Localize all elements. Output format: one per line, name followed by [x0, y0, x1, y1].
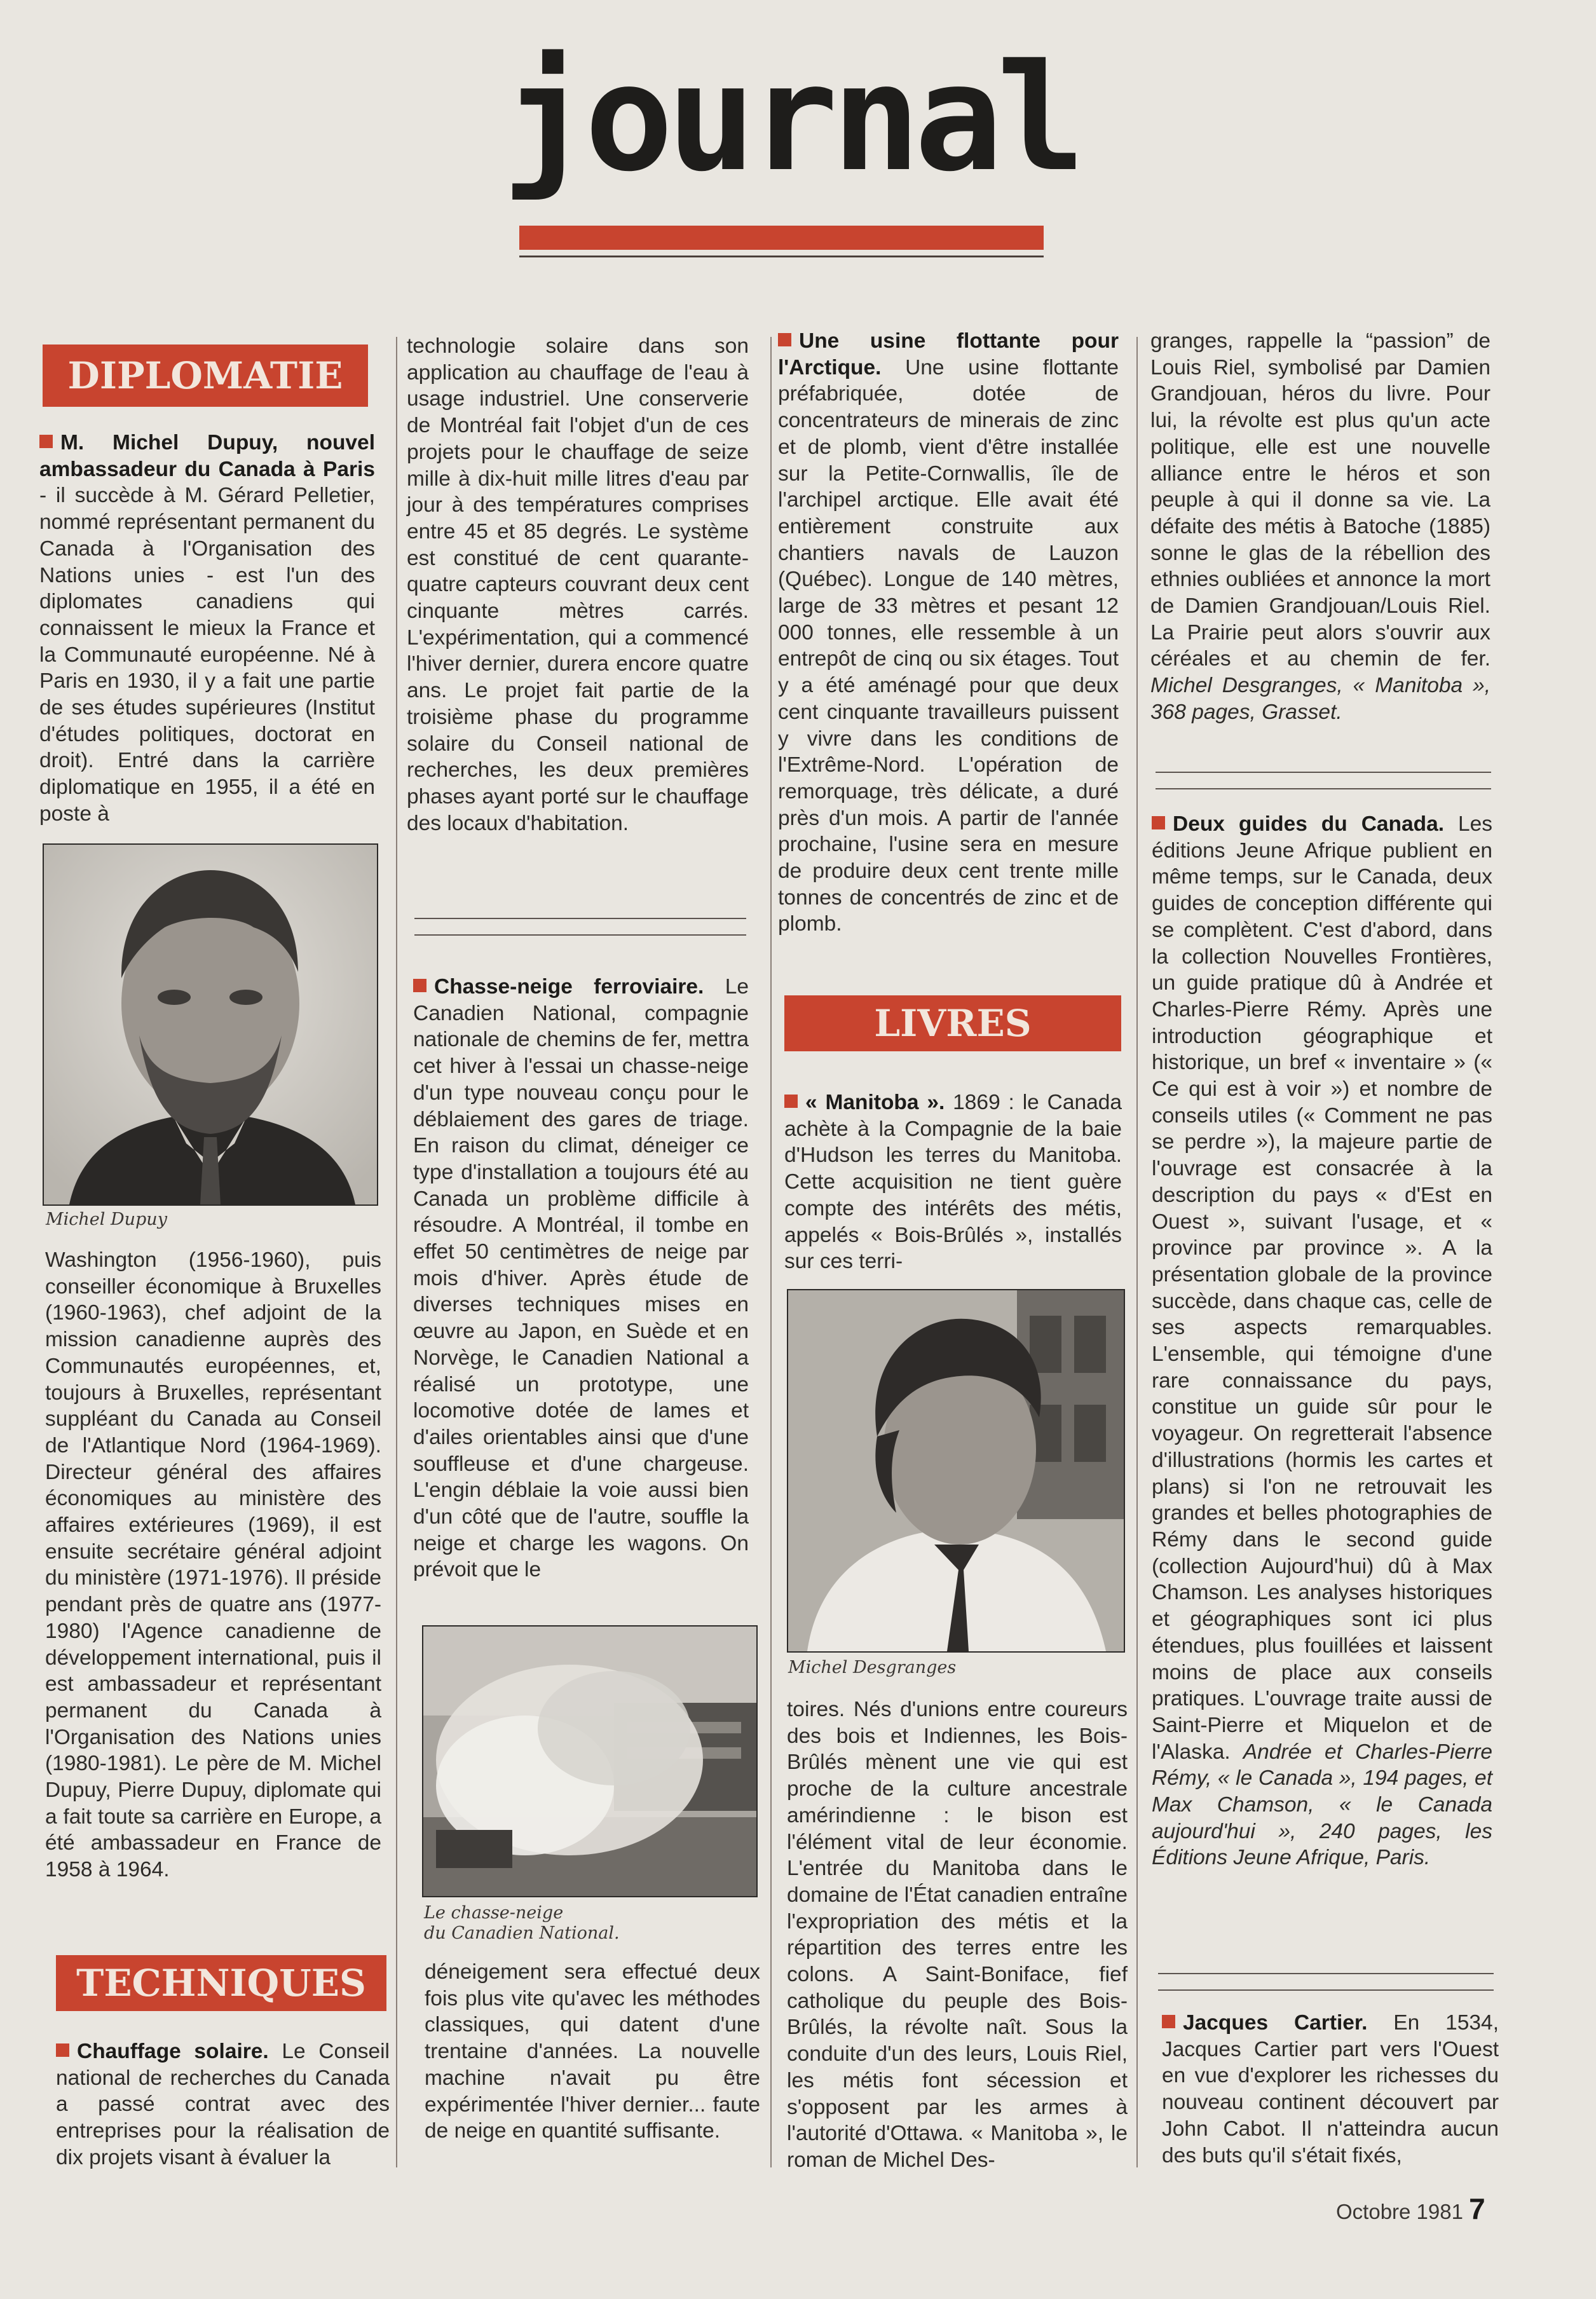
- photo-michel-dupuy: [43, 843, 378, 1206]
- article-manitoba-text-2: toires. Nés d'unions entre coureurs des bois et Indiennes, les Bois-Brûlés mènent une vie qui est proche de la culture ancestrale amérindienne : le bison est l'élément vital de leur économie. L'entrée du Manitoba dans le domaine de l'État canadien entraîne l'expropriation des métis et la répartition des terres entre les colons. A Saint-Boniface, fief catholique du peuple des Bois-Brûlés, la révolte naît. Sous la conduite d'un des leurs, Louis Riel, les métis font sécession et s'opposent par les armes à l'autorité d'Ottawa. « Manitoba », le roman de Michel Des-: [787, 1698, 1128, 2172]
- separator-col2-b: [414, 934, 746, 936]
- separator-col4-d: [1158, 1989, 1494, 1991]
- article-cartier-text: En 1534, Jacques Cartier part vers l'Ouest en vue d'explorer les richesses du nouveau continent découvert par John Cabot. Il n'atteindra aucun des buts qu'il s'était fixés,: [1162, 2011, 1499, 2167]
- article-chasse-part2: [425, 1959, 760, 2145]
- article-guides-credit: Andrée et Charles-Pierre Rémy, « le Canada », 194 pages, et Max Chamson, « le Canada aujourd'hui », 240 pages, les Éditions Jeune Afrique, Paris.: [1152, 1740, 1492, 1870]
- article-manitoba-headline: « Manitoba ».: [784, 1091, 945, 1114]
- article-manitoba-part2: [787, 1696, 1128, 2174]
- journal-title: journal: [502, 32, 1079, 204]
- article-dupuy-part1: [39, 430, 375, 828]
- section-label-livres: LIVRES: [784, 995, 1121, 1051]
- article-chasse-part1: [413, 974, 749, 1583]
- article-manitoba-text-1: 1869 : le Canada achète à la Compagnie de la baie d'Hudson les terres du Manitoba. Cette acquisition ne tient guère compte des intérêts des métis, appelés « Bois-Brûlés », installés sur ces terri-: [784, 1091, 1122, 1274]
- article-dupuy-headline: M. Michel Dupuy, nouvel ambassadeur du Canada à Paris: [39, 431, 375, 481]
- article-manitoba-part1: [784, 1089, 1122, 1275]
- article-chasse-headline: Chasse-neige ferroviaire.: [413, 975, 704, 999]
- snowplow-image: [423, 1627, 756, 1896]
- portrait-image: [44, 845, 377, 1204]
- column-divider-2: [770, 337, 772, 2167]
- caption-chasse-neige-line2: du Canadien National.: [424, 1923, 620, 1943]
- masthead-red-bar: [519, 226, 1044, 250]
- article-cartier: [1162, 2010, 1499, 2169]
- article-dupuy-part2: [45, 1247, 381, 1883]
- photo-michel-desgranges: [787, 1289, 1125, 1653]
- article-solaire-text-2: technologie solaire dans son application au chauffage de l'eau à usage industriel. Une conserverie de Montréal fait l'objet d'un de ces projets pour le chauffage de seize mille à dix-huit mille litres d'eau par jour à des températures comprises entre 45 et 85 degrés. Le système est constitué de cent quarante-quatre capteurs couvrant deux cent cinquante mètres carrés. L'expérimentation, qui a commencé l'hiver dernier, durera encore quatre ans. Le projet fait partie de la troisième phase du programme solaire du Conseil national de recherches, les deux premières phases ayant porté sur le chauffage des locaux d'habitation.: [407, 334, 749, 835]
- caption-chasse-neige-line1: Le chasse-neige: [424, 1903, 564, 1923]
- page-number: 7: [1469, 2192, 1485, 2225]
- separator-col4-c: [1158, 1973, 1494, 1974]
- section-label-techniques: TECHNIQUES: [56, 1955, 386, 2011]
- article-manitoba-part3: [1150, 328, 1490, 726]
- issue-date: Octobre 1981: [1336, 2200, 1463, 2223]
- separator-col4-a: [1156, 772, 1491, 773]
- caption-michel-desgranges: Michel Desgranges: [788, 1658, 957, 1677]
- article-dupuy-text-1: - il succède à M. Gérard Pelletier, nommé représentant permanent du Canada à l'Organisation des Nations unies - est l'un des diplomates canadiens qui connaissent le mieux la France et la Communauté européenne. Né à Paris en 1930, il y a fait une partie de ses études supérieures (Institut d'études politiques, doctorat en droit). Entré dans la carrière diplomatique en 1955, il a été en poste à: [39, 484, 375, 826]
- article-guides: [1152, 811, 1492, 1871]
- article-manitoba-credit: Michel Desgranges, « Manitoba », 368 pages, Grasset.: [1150, 674, 1490, 724]
- separator-col4-b: [1156, 788, 1491, 789]
- column-divider-3: [1136, 337, 1138, 2167]
- masthead-rule: [519, 256, 1044, 257]
- page-footer: [1336, 2192, 1485, 2226]
- article-solaire-part1: [56, 2038, 390, 2171]
- article-dupuy-text-2: Washington (1956-1960), puis conseiller économique à Bruxelles (1960-1963), chef adjoint de la mission canadienne auprès des Communautés européennes, et, toujours à Bruxelles, représentant suppléant du Canada au Conseil de l'Atlantique Nord (1964-1969). Directeur général des affaires économiques au ministère des affaires extérieures (1969), il est ensuite secrétaire général adjoint du ministère (1971-1976). Il préside pendant près de quatre ans (1977-1980) l'Agence canadienne de développement international, puis il est ambassadeur et représentant permanent du Canada à l'Organisation des Nations unies (1980-1981). Le père de M. Michel Dupuy, Pierre Dupuy, diplomate qui a fait toute sa carrière en Europe, a été ambassadeur en France de 1958 à 1964.: [45, 1248, 381, 1882]
- article-usine-text: Une usine flottante préfabriquée, dotée de concentrateurs de minerais de zinc et de plomb, vient d'être installée sur la Petite-Cornwallis, île de l'archipel arctique. Elle avait été entièrement construite aux chantiers navals de Lauzon (Québec). Longue de 140 mètres, large de 33 mètres et pesant 12 000 tonnes, elle ressemble à un entrepôt de cinq ou six étages. Tout y a été aménagé pour que deux cent cinquante travailleurs puissent y vivre dans les conditions de l'Extrême-Nord. L'opération de remorquage, très délicate, a duré près d'un mois. A partir de l'année prochaine, l'usine sera en mesure de produire deux cent trente mille tonnes de concentrés de zinc et de plomb.: [778, 355, 1119, 936]
- article-solaire-part2: [407, 333, 749, 836]
- article-cartier-headline: Jacques Cartier.: [1162, 2011, 1367, 2035]
- article-chasse-text-1: Le Canadien National, compagnie nationale de chemins de fer, mettra cet hiver à l'essai un chasse-neige d'un type nouveau conçu pour le déblaiement des gares de triage. En raison du climat, déneiger ce type d'installation a toujours été au Canada un problème difficile à résoudre. A Montréal, il tombe en effet 50 centimètres de neige par mois d'hiver. Après étude de diverses techniques mises en œuvre au Japon, en Suède et en Norvège, le Canadien National a réalisé un prototype, une locomotive dotée de lames et d'ailes orientables ainsi que d'une souffleuse et d'une chargeuse. L'engin déblaie la voie aussi bien d'un côté que de l'autre, souffle la neige et charge les wagons. On prévoit que le: [413, 975, 749, 1582]
- article-solaire-text-1: Le Conseil national de recherches du Canada a passé contrat avec des entreprises pour la réalisation de dix projets visant à évaluer la: [56, 2040, 390, 2169]
- article-solaire-headline: Chauffage solaire.: [56, 2040, 269, 2063]
- caption-chasse-neige: [424, 1903, 620, 1944]
- article-usine: [778, 328, 1119, 938]
- separator-col2-a: [414, 918, 746, 919]
- photo-chasse-neige: [422, 1625, 758, 1897]
- article-manitoba-text-3: granges, rappelle la “passion” de Louis Riel, symbolisé par Damien Grandjouan, héros du livre. Pour lui, la révolte est plus qu'un acte politique, elle est une nouvelle alliance entre le héros et son peuple à qui il donne sa vie. La défaite des métis à Batoche (1885) sonne le glas de la rébellion des ethnies oubliées et annonce la mort de Damien Grandjouan/Louis Riel. La Prairie peut alors s'ouvrir aux céréales et au chemin de fer.: [1150, 329, 1490, 671]
- article-guides-text: Les éditions Jeune Afrique publient en même temps, sur le Canada, deux guides de conception différente qui se complètent. C'est d'abord, dans la collection Nouvelles Frontières, un guide pratique dû à Andrée et Charles-Pierre Rémy. Après une introduction géographique et historique, un bref « inventaire » (« Ce qui est à voir ») et nombre de conseils utiles (« Comment ne pas se perdre »), la majeure partie de l'ouvrage est consacrée à la description du pays « d'Est en Ouest », suivant l'usage, et « province par province ». A la présentation globale de la province succède, dans chaque cas, celle de ses aspects remarquables. L'ensemble, qui témoigne d'une rare connaissance du pays, constitue un guide sûr pour le voyageur. On regretterait l'absence d'illustrations (hormis les cartes et plans) si l'on ne retrouvait les grandes et belles photographies de Rémy dans le second guide (collection Aujourd'hui) dû à Max Chamson. Les analyses historiques et géographiques sont ici plus étendues, plus fouillées et laissent moins de place aux conseils pratiques. L'ouvrage traite aussi de Saint-Pierre et Miquelon et de l'Alaska.: [1152, 812, 1492, 1764]
- desgranges-portrait-image: [788, 1290, 1124, 1651]
- caption-michel-dupuy: Michel Dupuy: [46, 1210, 167, 1229]
- column-divider-1: [396, 337, 397, 2167]
- article-chasse-text-2: déneigement sera effectué deux fois plus vite qu'avec les méthodes classiques, qui datent d'une trentaine d'années. La nouvelle machine n'avait pu être expérimentée l'hiver dernier... faute de neige en quantité suffisante.: [425, 1960, 760, 2143]
- article-usine-headline: Une usine flottante pour l'Arctique.: [778, 329, 1119, 379]
- section-label-diplomatie: DIPLOMATIE: [43, 345, 368, 407]
- article-guides-headline: Deux guides du Canada.: [1152, 812, 1444, 836]
